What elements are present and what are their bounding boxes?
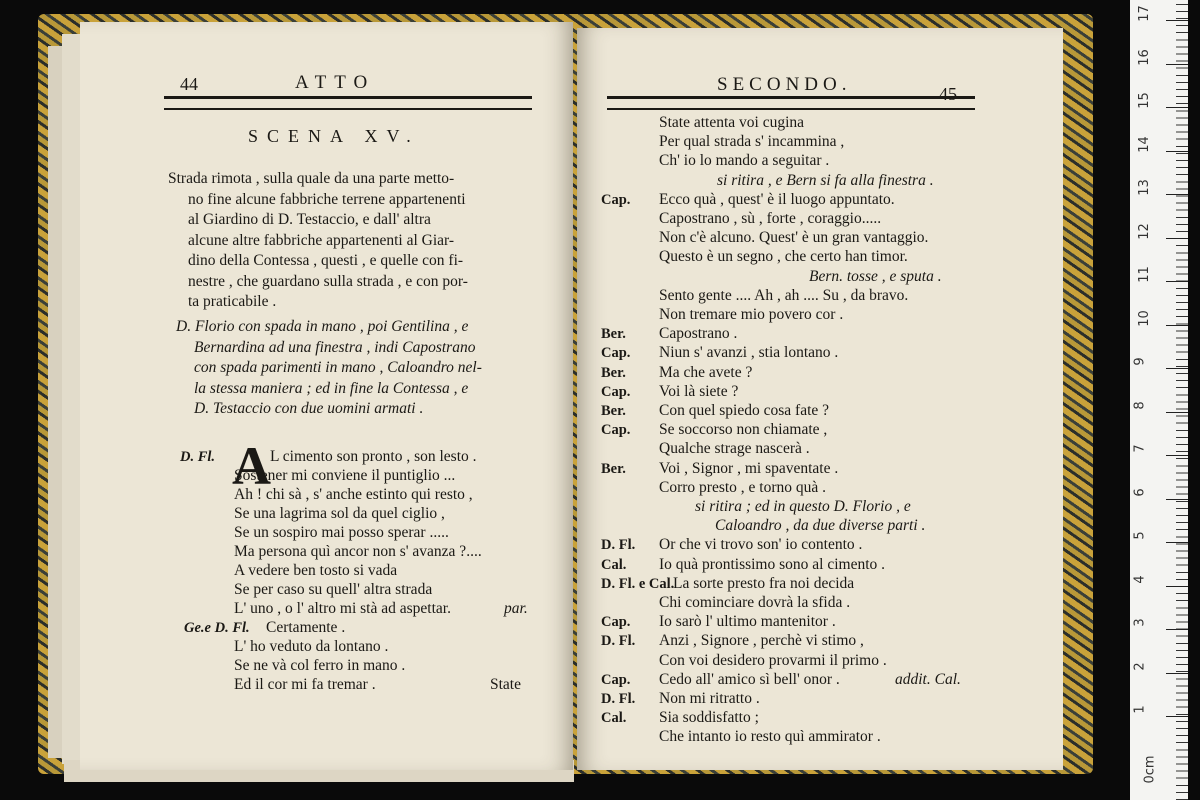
stage-note: par. bbox=[504, 600, 528, 617]
ruler-major-tick bbox=[1166, 542, 1188, 543]
speaker-label: Cal. bbox=[601, 710, 627, 727]
speaker-label: D. Fl. bbox=[601, 633, 636, 650]
verse-line: Niun s' avanzi , stia lontano . bbox=[659, 344, 839, 362]
speaker-label: Cap. bbox=[601, 614, 631, 631]
speaker-label: Cap. bbox=[601, 383, 631, 400]
verse-line: Se per caso su quell' altra strada bbox=[234, 581, 433, 598]
ruler-major-tick bbox=[1166, 412, 1188, 413]
ruler-number: 3 bbox=[1132, 618, 1148, 627]
right-page bbox=[577, 28, 1063, 770]
verse-line: Sento gente .... Ah , ah .... Su , da bravo. bbox=[659, 286, 909, 304]
ruler-number: 10 bbox=[1136, 309, 1152, 327]
ruler-major-tick bbox=[1166, 107, 1188, 108]
drop-cap: A bbox=[232, 436, 271, 496]
ruler-major-tick bbox=[1166, 238, 1188, 239]
ruler-major-tick bbox=[1166, 716, 1188, 717]
verse-line: Ma che avete ? bbox=[659, 363, 753, 381]
ruler-number: 6 bbox=[1132, 487, 1148, 497]
speaker-label: Ge.e D. Fl. bbox=[184, 620, 250, 636]
cast-line: D. Testaccio con due uomini armati . bbox=[194, 400, 424, 417]
verse-line: La sorte presto fra noi decida bbox=[673, 574, 855, 592]
stage-line: alcune altre fabbriche appartenenti al Giar- bbox=[188, 231, 455, 249]
verse-line: Capostrano . bbox=[659, 325, 738, 343]
verse-line: Corro presto , e torno quà . bbox=[659, 478, 827, 496]
speaker-label: D. Fl. bbox=[601, 691, 636, 707]
stage-direction: si ritira , e Bern si fa alla finestra . bbox=[717, 171, 934, 189]
stage-direction: Caloandro , da due diverse parti . bbox=[715, 517, 926, 535]
ruler-number: 17 bbox=[1136, 5, 1152, 22]
verse-line: Che intanto io resto quì ammirator . bbox=[659, 728, 881, 746]
stage-note: addit. Cal. bbox=[895, 670, 961, 688]
verse-line: Non mi ritratto . bbox=[659, 690, 760, 707]
cast-line: la stessa maniera ; ed in fine la Contessa , e bbox=[194, 379, 469, 397]
cast-line: D. Florio con spada in mano , poi Gentilina , e bbox=[176, 318, 469, 335]
verse-line: Non tremare mio povero cor . bbox=[659, 306, 844, 323]
verse-line: Certamente . bbox=[266, 619, 346, 636]
speaker-label: Ber. bbox=[601, 460, 626, 477]
ruler-major-tick bbox=[1166, 20, 1188, 21]
verse-line: Chi cominciare dovrà la sfida . bbox=[659, 594, 851, 611]
speaker-label: D. Fl. bbox=[601, 537, 636, 554]
verse-line: A vedere ben tosto si vada bbox=[234, 562, 398, 579]
ruler-major-tick bbox=[1166, 281, 1188, 282]
ruler-number: 13 bbox=[1136, 179, 1152, 196]
speaker-label: Ber. bbox=[601, 364, 626, 381]
verse-line: Anzi , Signore , perchè vi stimo , bbox=[659, 632, 864, 650]
ruler-major-tick bbox=[1166, 455, 1188, 456]
verse-line: L' ho veduto da lontano . bbox=[234, 638, 389, 655]
running-header: SECONDO. bbox=[717, 74, 852, 95]
verse-line: Con voi desidero provarmi il primo . bbox=[659, 651, 887, 669]
catchword: State bbox=[490, 676, 521, 693]
verse-line: Con quel spiedo cosa fate ? bbox=[659, 402, 830, 419]
speaker-label: Ber. bbox=[601, 326, 626, 343]
verse-line: L' uno , o l' altro mi stà ad aspettar. bbox=[234, 600, 451, 617]
verse-line: Voi , Signor , mi spaventate . bbox=[659, 459, 839, 477]
stage-line: dino della Contessa , questi , e quelle con fi- bbox=[188, 252, 464, 269]
ruler-number: 11 bbox=[1136, 266, 1152, 283]
verse-line: Cedo all' amico sì bell' onor . bbox=[659, 670, 840, 688]
stage-line: Strada rimota , sulla quale da una parte metto- bbox=[168, 170, 455, 187]
speaker-label: Cap. bbox=[601, 191, 631, 208]
verse-line: Questo è un segno , che certo han timor. bbox=[659, 248, 908, 266]
verse-line: Sia soddisfatto ; bbox=[659, 709, 759, 727]
ruler-major-tick bbox=[1166, 325, 1188, 326]
ruler-number: 9 bbox=[1132, 357, 1148, 366]
ruler-number: 5 bbox=[1132, 531, 1148, 540]
verse-line: Capostrano , sù , forte , coraggio..... bbox=[659, 210, 882, 227]
speaker-label: Cap. bbox=[601, 422, 631, 439]
ruler-number: 15 bbox=[1136, 92, 1152, 109]
verse-line: Non c'è alcuno. Quest' è un gran vantaggio. bbox=[659, 229, 929, 247]
stage-direction: Bern. tosse , e sputa . bbox=[809, 267, 942, 285]
verse-line: Qualche strage nascerà . bbox=[659, 440, 810, 458]
verse-line: Voi là siete ? bbox=[659, 382, 739, 400]
header-rule bbox=[607, 96, 975, 110]
verse-line: Se una lagrima sol da quel ciglio , bbox=[234, 505, 445, 522]
ruler-number: 14 bbox=[1136, 135, 1152, 153]
ruler-major-tick bbox=[1166, 629, 1188, 630]
ruler-number: 1 bbox=[1132, 705, 1148, 714]
verse-line: Io quà prontissimo sono al cimento . bbox=[659, 555, 886, 573]
speaker-label: Cap. bbox=[601, 345, 631, 362]
verse-line: Ma persona quì ancor non s' avanza ?.... bbox=[234, 543, 482, 560]
ruler-number: 8 bbox=[1132, 400, 1148, 410]
ruler-number: 2 bbox=[1132, 661, 1148, 671]
verse-line: Se soccorso non chiamate , bbox=[659, 421, 828, 439]
ruler-major-tick bbox=[1166, 151, 1188, 152]
verse-line: Ah ! chi sà , s' anche estinto qui resto , bbox=[234, 486, 473, 503]
stage-line: ta praticabile . bbox=[188, 293, 277, 310]
speaker-label: D. Fl. e Cal. bbox=[601, 575, 675, 592]
left-page bbox=[80, 22, 573, 770]
verse-line: Per qual strada s' incammina , bbox=[659, 133, 845, 151]
cast-line: Bernardina ad una finestra , indi Capostrano bbox=[194, 338, 476, 356]
ruler-major-tick bbox=[1166, 368, 1188, 369]
verse-line: State attenta voi cugina bbox=[659, 114, 805, 131]
verse-line: Se un sospiro mai posso sperar ..... bbox=[234, 524, 449, 541]
scene-title: SCENA XV. bbox=[248, 126, 420, 146]
stage-line: nestre , che guardano sulla strada , e con por- bbox=[188, 272, 468, 290]
header-rule bbox=[164, 96, 532, 110]
measuring-ruler bbox=[1130, 0, 1188, 800]
verse-line: Ed il cor mi fa tremar . bbox=[234, 676, 376, 693]
stage-line: no fine alcune fabbriche terrene appartenenti bbox=[188, 190, 466, 208]
speaker-label: Ber. bbox=[601, 403, 626, 419]
ruler-number: 12 bbox=[1136, 222, 1152, 240]
stage-line: al Giardino di D. Testaccio, e dall' altra bbox=[188, 211, 431, 228]
speaker-label: D. Fl. bbox=[180, 449, 216, 465]
verse-line: Or che vi trovo son' io contento . bbox=[659, 536, 863, 554]
verse-line: Io sarò l' ultimo mantenitor . bbox=[659, 613, 836, 631]
page-number: 45 bbox=[939, 84, 957, 104]
ruler-major-tick bbox=[1166, 194, 1188, 195]
verse-line: Ecco quà , quest' è il luogo appuntato. bbox=[659, 190, 895, 208]
ruler-number: 7 bbox=[1132, 444, 1148, 453]
verse-line: L cimento son pronto , son lesto . bbox=[270, 448, 477, 465]
ruler-major-tick bbox=[1166, 64, 1188, 65]
verse-line: Sostener mi conviene il puntiglio ... bbox=[234, 467, 456, 484]
page-edges bbox=[62, 34, 82, 764]
speaker-label: Cap. bbox=[601, 671, 631, 688]
page-number: 44 bbox=[180, 74, 198, 94]
running-header: ATTO bbox=[295, 72, 376, 93]
ruler-major-tick bbox=[1166, 499, 1188, 500]
stage-direction: si ritira ; ed in questo D. Florio , e bbox=[695, 498, 911, 515]
verse-line: Ch' io lo mando a seguitar . bbox=[659, 152, 830, 170]
ruler-number: 16 bbox=[1136, 48, 1152, 66]
ruler-major-tick bbox=[1166, 586, 1188, 587]
ruler-major-tick bbox=[1166, 673, 1188, 674]
verse-line: Se ne và col ferro in mano . bbox=[234, 657, 406, 674]
cast-line: con spada parimenti in mano , Caloandro nel- bbox=[194, 359, 482, 376]
ruler-number: 4 bbox=[1132, 574, 1148, 584]
speaker-label: Cal. bbox=[601, 556, 627, 573]
ruler-unit-label: 0cm bbox=[1142, 755, 1158, 784]
